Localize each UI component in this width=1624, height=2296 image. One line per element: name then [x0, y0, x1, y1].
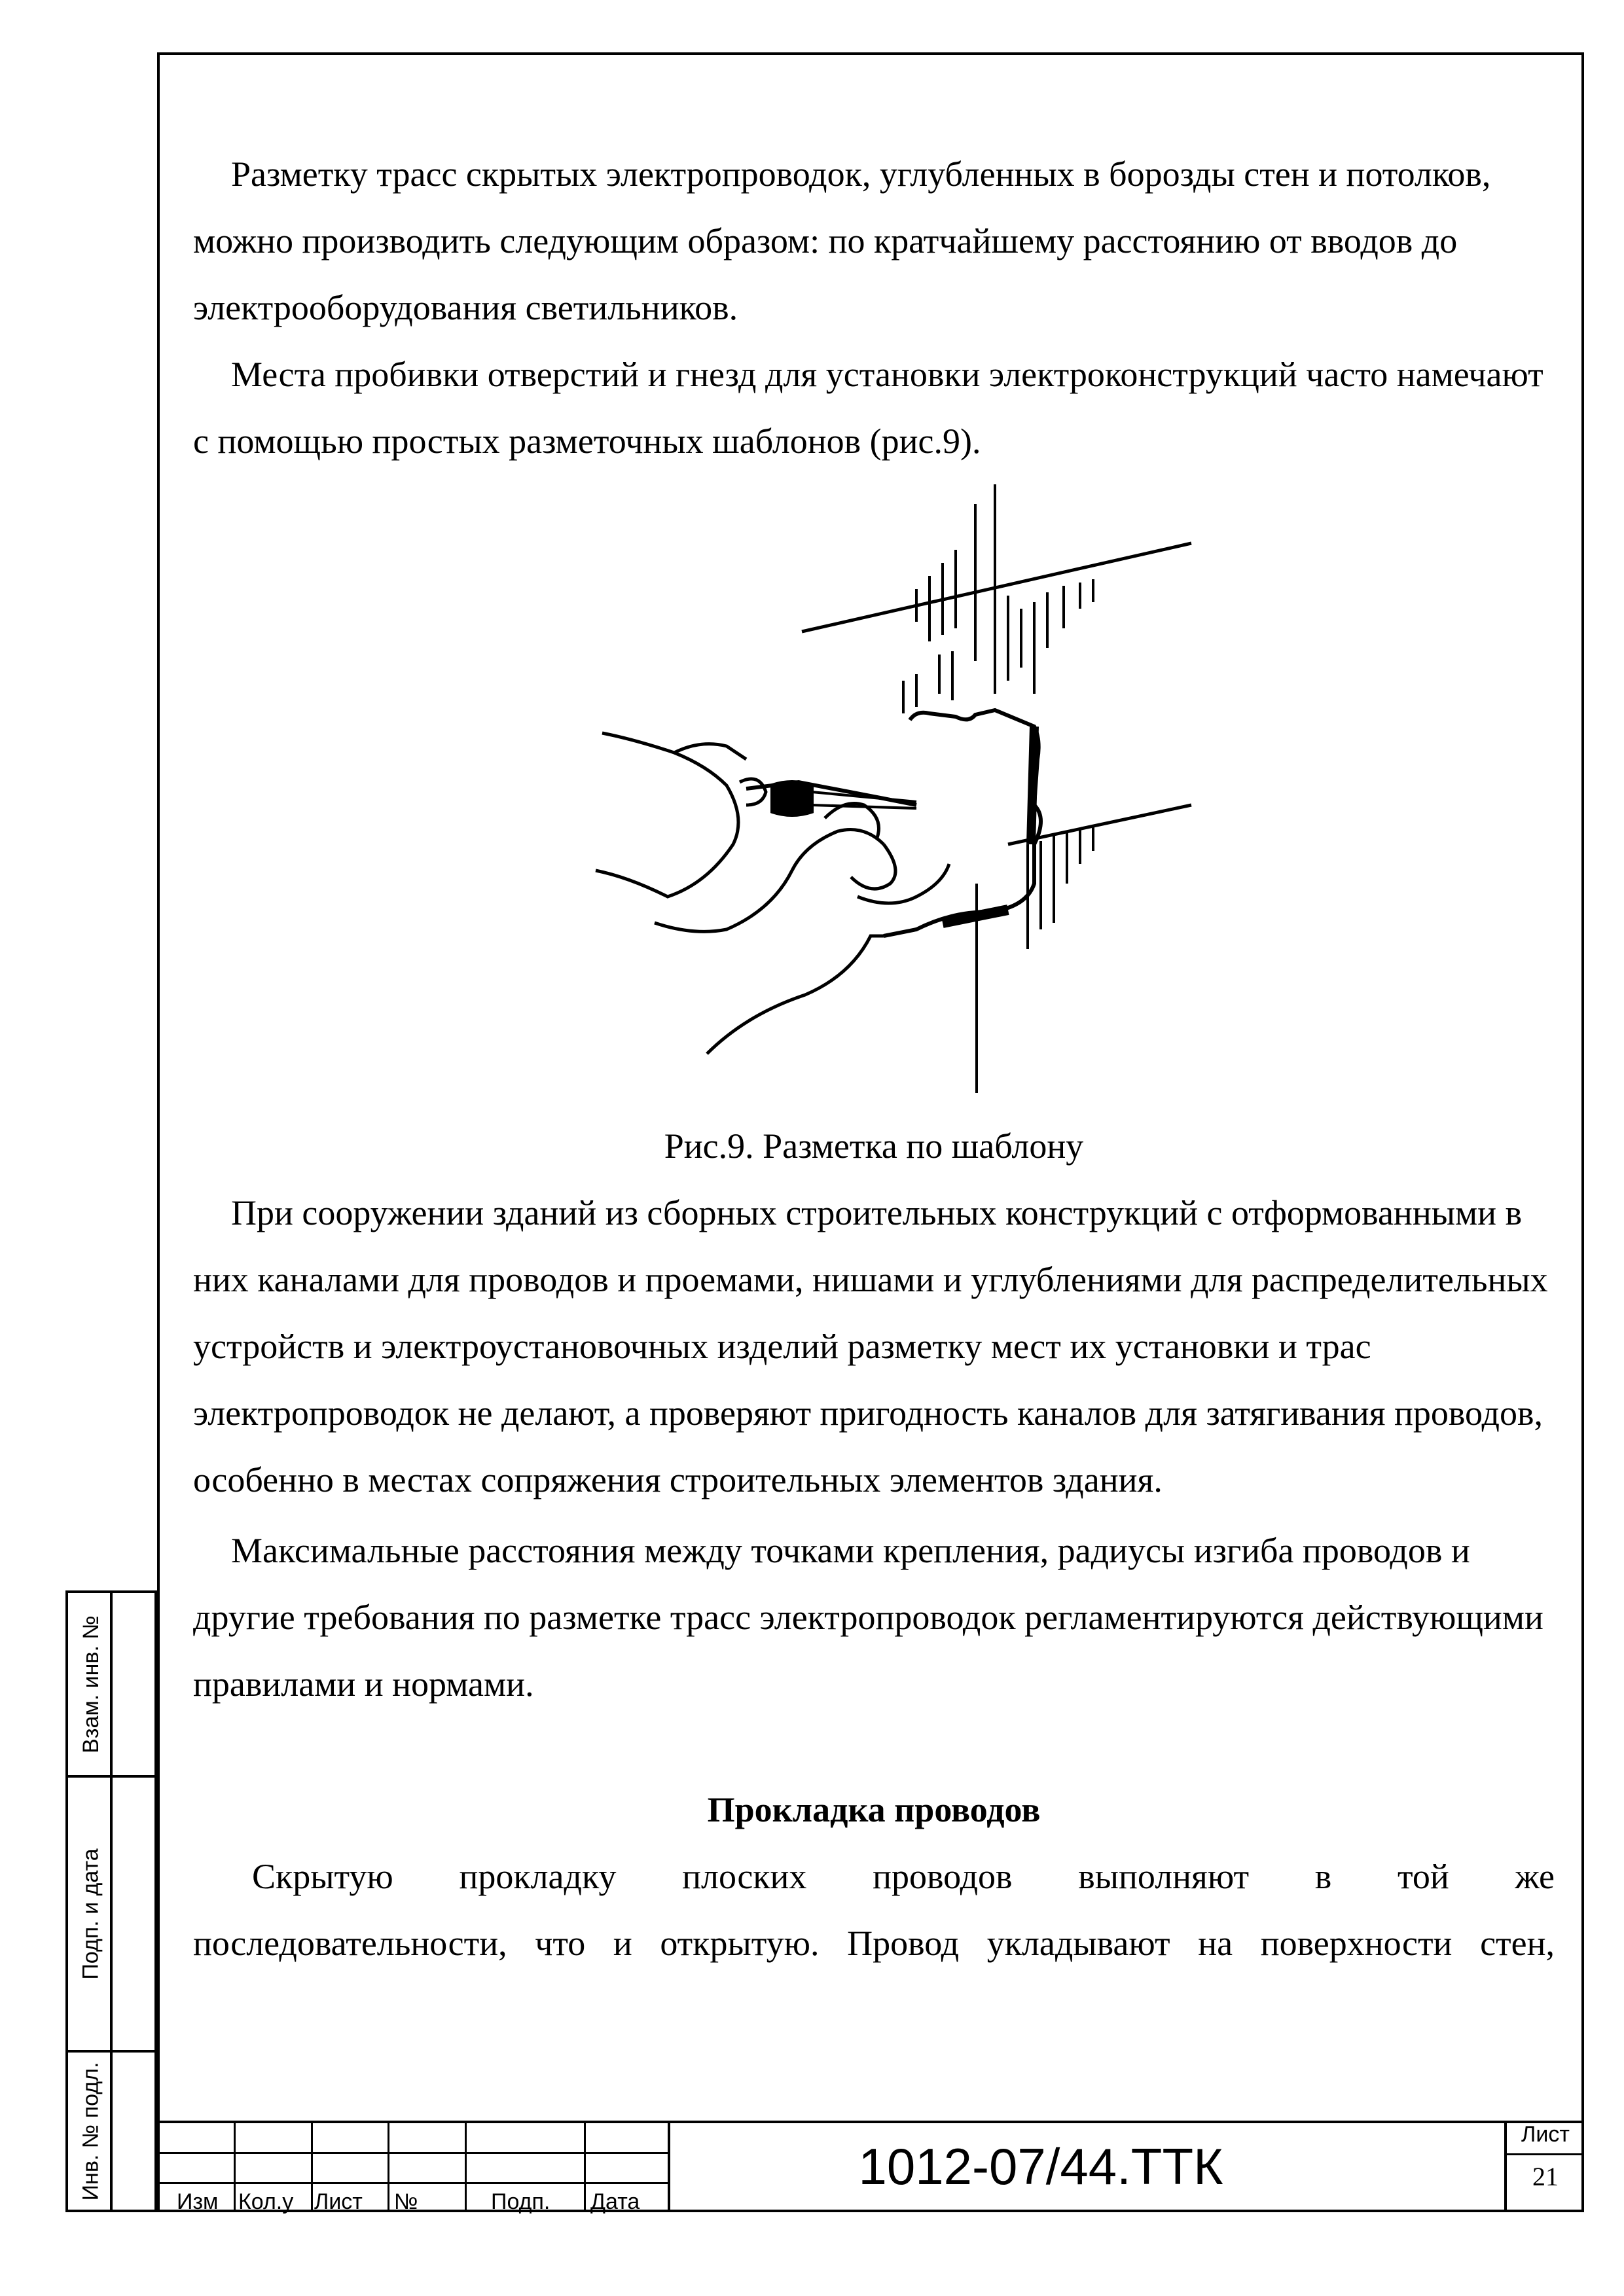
binding-stamp: [65, 1590, 157, 2212]
paragraph-5-line-2: последовательности, что и открытую. Провод укладывают на поверхности стен,: [193, 1924, 1555, 1963]
stamp-label-vzam: Взам. инв. №: [78, 1615, 103, 1753]
paragraph-4: Максимальные расстояния между точками крепления, радиусы изгиба проводов и другие требования по разметке трасс электропроводок регламентируются действующими правилами и нормами.: [193, 1531, 1543, 1704]
figure-template-marking: [576, 478, 1218, 1106]
stamp-cell-podp: [68, 1778, 154, 2053]
figure-caption: Рис.9. Разметка по шаблону: [664, 1126, 1084, 1166]
col-data: Дата: [590, 2189, 640, 2214]
sheet-label: Лист: [1521, 2122, 1570, 2147]
stamp-label-podp: Подп. и дата: [78, 1848, 103, 1980]
stamp-cell-inv: [68, 2053, 154, 2210]
col-list: Лист: [314, 2189, 363, 2214]
title-block: [157, 2121, 1584, 2212]
sheet-number: 21: [1532, 2162, 1559, 2191]
sheet-box: [1504, 2121, 1584, 2212]
paragraph-3: При сооружении зданий из сборных строительных конструкций с отформованными в них каналами для проводов и проемами, нишами и углублениями для распределительных устройств и электроустановочных изделий разметку мест их установки и трас электропроводок не делают, а проверяют пригодность каналов для затягивания проводов, особенно в местах сопряжения строительных элементов здания.: [193, 1193, 1548, 1499]
section-heading: Прокладка проводов: [707, 1790, 1041, 1829]
col-izm: Изм: [177, 2189, 219, 2214]
stamp-label-inv: Инв. № подл.: [78, 2062, 103, 2200]
document-body: [193, 141, 1555, 475]
col-kolu: Кол.у: [238, 2189, 294, 2214]
paragraph-1: Разметку трасс скрытых электропроводок, углубленных в борозды стен и потолков, можно производить следующим образом: по кратчайшему расстоянию от вводов до электрооборудования светильников.: [193, 154, 1491, 327]
revision-table: [157, 2121, 668, 2212]
paragraph-2: Места пробивки отверстий и гнезд для установки электроконструкций часто намечают с помощью простых разметочных шаблонов (рис.9).: [193, 355, 1543, 461]
document-code: 1012-07/44.ТТК: [858, 2137, 1223, 2195]
document-body-lower: [193, 1113, 1555, 1977]
paragraph-5-line-1: Скрытую прокладку плоских проводов выполняют в той же: [252, 1857, 1555, 1896]
col-num: №: [394, 2189, 418, 2214]
stamp-cell-vzam: [68, 1593, 154, 1778]
col-podp: Подп.: [491, 2189, 550, 2214]
